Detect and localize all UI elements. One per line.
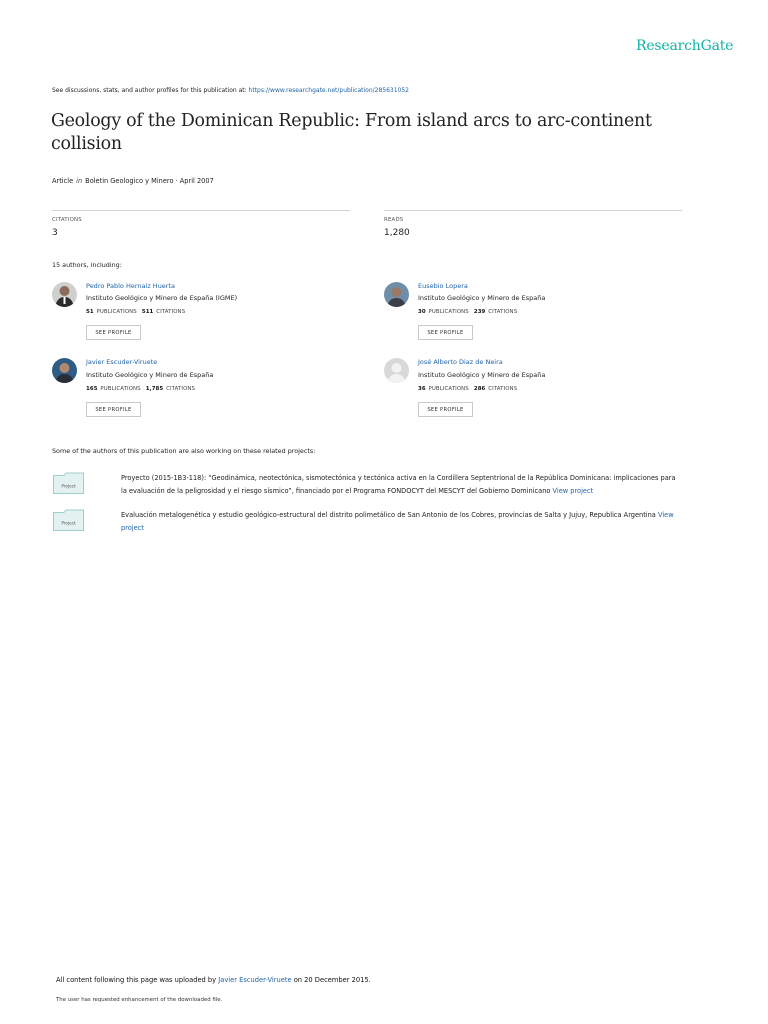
author-name-link[interactable]: Pedro Pablo Hernaiz Huerta	[86, 282, 176, 290]
author-institution: Instituto Geológico y Minero de España	[418, 294, 546, 302]
publication-url-link[interactable]: https://www.researchgate.net/publication/285631052	[248, 87, 409, 94]
citations-divider	[52, 210, 350, 211]
author-stats: 165 PUBLICATIONS 1,785 CITATIONS	[86, 386, 196, 392]
author-avatar[interactable]	[384, 358, 409, 383]
author-name-link[interactable]: José Alberto Diaz de Neira	[418, 358, 503, 366]
project-line-2: la evaluación de la peligrosidad y el riesgo sísmico”, financiado por el Programa FONDOCYT del MESCYT del Gobierno Dominicano View project	[121, 487, 594, 495]
enhancement-note: The user has requested enhancement of the downloaded file.	[56, 997, 223, 1003]
author-avatar[interactable]	[52, 358, 77, 383]
reads-divider	[384, 210, 682, 211]
svg-text:Project: Project	[61, 520, 76, 526]
uploader-link[interactable]: Javier Escuder-Viruete	[218, 976, 292, 984]
meta-in: in	[76, 177, 83, 185]
project-description	[121, 472, 721, 498]
author-stats: 30 PUBLICATIONS 239 CITATIONS	[418, 309, 518, 315]
article-type: Article	[52, 177, 74, 185]
see-profile-button[interactable]: SEE PROFILE	[86, 325, 141, 340]
reads-count: 1,280	[384, 228, 410, 238]
view-project-link[interactable]: project	[121, 524, 144, 532]
author-avatar[interactable]	[52, 282, 77, 307]
author-institution: Instituto Geológico y Minero de España	[86, 371, 214, 379]
researchgate-logo[interactable]: ResearchGate	[636, 38, 734, 54]
author-name-link[interactable]: Javier Escuder-Viruete	[86, 358, 158, 366]
see-profile-button[interactable]: SEE PROFILE	[418, 325, 473, 340]
publication-meta	[52, 177, 214, 185]
see-profile-button[interactable]: SEE PROFILE	[86, 402, 141, 417]
project-line: Proyecto (2015-1B3-118): “Geodinámica, neotectónica, sismotectónica y tectónica activa en la Cordillera Septentrional de la República Dominicana: implicaciones para	[121, 474, 676, 482]
author-stats: 51 PUBLICATIONS 511 CITATIONS	[86, 309, 186, 315]
project-folder-icon[interactable]	[53, 472, 84, 494]
upload-notice: All content following this page was uploaded by Javier Escuder-Viruete on 20 December 2015.	[56, 976, 371, 984]
journal-name: Boletin Geologico y Minero · April 2007	[85, 177, 214, 185]
citations-label: CITATIONS	[52, 217, 82, 223]
see-profile-button[interactable]: SEE PROFILE	[418, 402, 473, 417]
discussion-line	[52, 87, 409, 94]
author-institution: Instituto Geológico y Minero de España (IGME)	[86, 294, 238, 302]
authors-heading: 15 authors, including:	[52, 261, 122, 269]
view-project-link[interactable]: View	[657, 511, 674, 519]
author-avatar[interactable]	[384, 282, 409, 307]
related-projects-heading: Some of the authors of this publication are also working on these related projects:	[52, 447, 316, 455]
reads-label: READS	[384, 217, 404, 223]
project-line: Evaluación metalogenética y estudio geológico-estructural del distrito polimetálico de San Antonio de los Cobres, provincias de Salta y Jujuy, Republica Argentina View	[121, 511, 674, 519]
project-folder-icon[interactable]	[53, 509, 84, 531]
author-stats: 36 PUBLICATIONS 286 CITATIONS	[418, 386, 518, 392]
project-description	[121, 509, 721, 535]
publication-title: Geology of the Dominican Republic: From island arcs to arc-continent collision	[51, 111, 652, 154]
citations-count: 3	[52, 228, 58, 238]
view-project-link[interactable]: View project	[552, 487, 594, 495]
discussion-text: See discussions, stats, and author profiles for this publication at:	[52, 87, 249, 94]
svg-text:Project: Project	[61, 483, 76, 489]
author-institution: Instituto Geológico y Minero de España	[418, 371, 546, 379]
author-name-link[interactable]: Eusebio Lopera	[418, 282, 468, 290]
project-line-2	[121, 522, 721, 535]
